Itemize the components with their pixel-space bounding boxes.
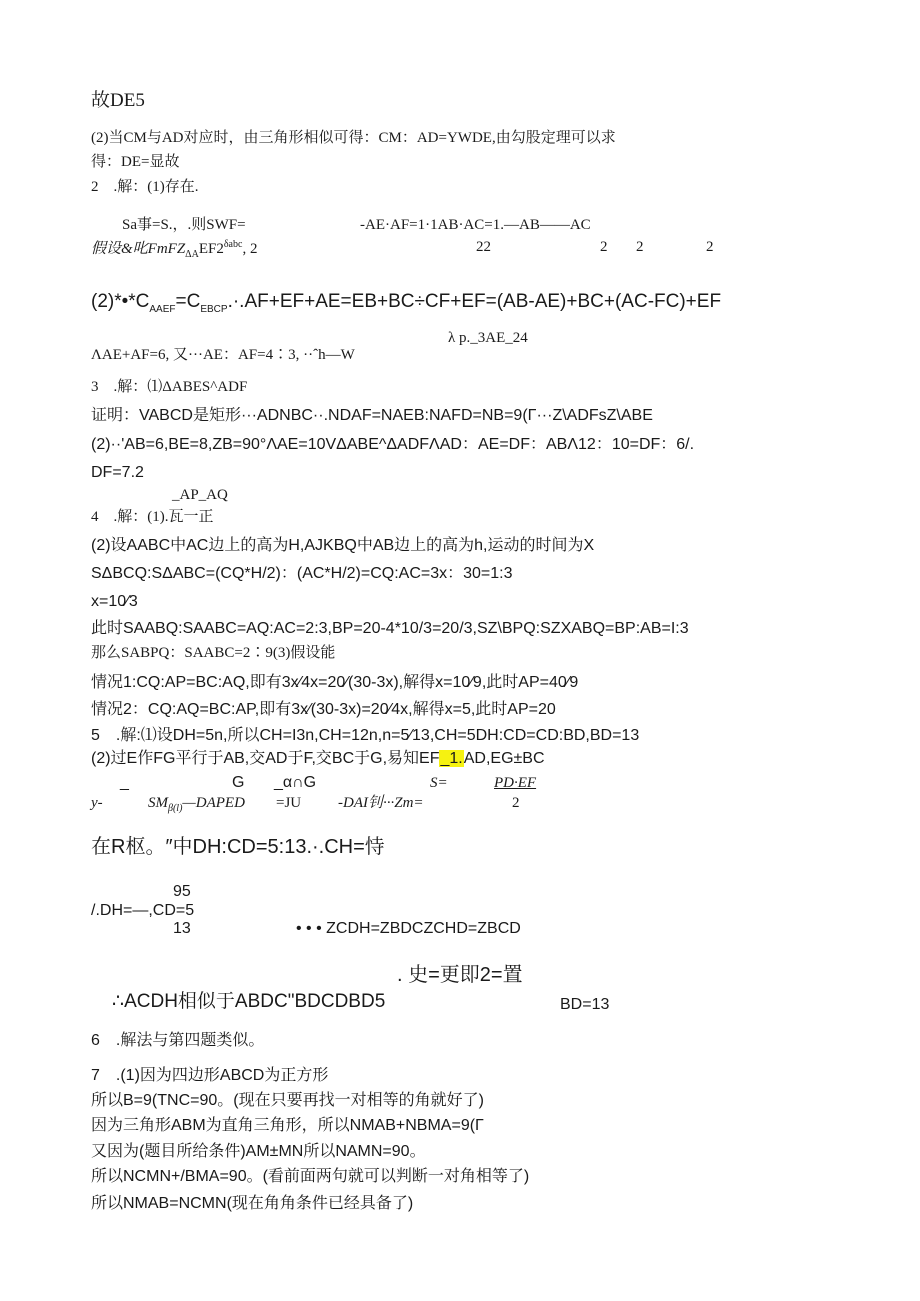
text-line-17: SΔBCQ:SΔABC=(CQ*H/2)：(AC*H/2)=CQ:AC=3x：30=1:3 bbox=[91, 565, 513, 582]
text-line-5b: -AE·AF=1·1AB·AC=1.—AB——AC bbox=[360, 217, 591, 233]
text-line-2: (2)当CM与AD对应时，由三角形相似可得：CM：AD=YWDE,由勾股定理可以求 bbox=[91, 130, 616, 146]
text-line-27: 在R枢。″中DH:CD=5:13.·.CH=恃 bbox=[91, 836, 385, 858]
text-fragment: , 2 bbox=[242, 241, 258, 257]
text-fragment: G bbox=[232, 774, 245, 791]
text-fragment: 2 bbox=[636, 239, 644, 255]
text-line-14: _AP_AQ bbox=[172, 487, 228, 503]
fraction-denominator: 2 bbox=[512, 795, 520, 811]
text-line-38: 所以NCMN+/BMA=90。(看前面两句就可以判断一对角相等了) bbox=[91, 1168, 530, 1185]
text-line-6 bbox=[91, 240, 257, 260]
subscript: AAEF bbox=[149, 303, 176, 315]
text-fragment: • • • ZCDH=ZBDCZCHD=ZBCD bbox=[296, 920, 521, 937]
text-fragment: .·.AF+EF+AE=EB+BC÷CF+EF=(AB-AE)+BC+(AC-FC)+EF bbox=[227, 291, 722, 312]
text-line-16: (2)设AABC中AC边上的高为H,AJKBQ中AB边上的高为h,运动的时间为X bbox=[91, 537, 595, 554]
text-fragment: 假设&叱FmFZ bbox=[91, 241, 186, 257]
text-line-9: ΛAE+AF=6, 又···AE：AF=4∶3, ··ˆh—W bbox=[91, 347, 355, 363]
text-fragment bbox=[148, 796, 245, 814]
text-fragment: SM bbox=[148, 795, 168, 811]
text-line-35: 所以B=9(TNC=90。(现在只要再找一对相等的角就好了) bbox=[91, 1092, 484, 1109]
text-line-34: 7 .(1)因为四边形ABCD为正方形 bbox=[91, 1067, 329, 1084]
text-fragment: AD,EG±BC bbox=[463, 750, 545, 767]
text-fragment: -DAI钊···Zm= bbox=[338, 795, 424, 811]
text-line-7 bbox=[91, 292, 721, 315]
superscript: δabc bbox=[223, 239, 243, 250]
text-line-20: 那么SABPQ：SAABC=2∶9(3)假设能 bbox=[91, 645, 336, 661]
subscript: EBCP bbox=[200, 303, 228, 315]
text-line-29: /.DH=—,CD=5 bbox=[91, 902, 195, 919]
text-line-8: λ p._3AE_24 bbox=[448, 330, 528, 346]
text-line-4: 2 .解：(1)存在. bbox=[91, 179, 199, 195]
text-fragment: 2 bbox=[600, 239, 608, 255]
text-fragment: _ bbox=[120, 774, 129, 791]
text-fragment: 2 bbox=[706, 239, 714, 255]
text-line-32: ∴ACDH相似于ABDC"BDCDBD5 bbox=[112, 991, 386, 1012]
text-fragment: —DAPED bbox=[182, 795, 245, 811]
text-line-5a: Sa事=S.，.则SWF= bbox=[122, 217, 246, 233]
text-line-24 bbox=[91, 751, 545, 767]
subscript: β(l) bbox=[168, 803, 183, 814]
text-line-18: x=10⁄3 bbox=[91, 593, 138, 610]
text-fragment: BD=13 bbox=[560, 996, 610, 1013]
text-fragment: y- bbox=[91, 795, 103, 811]
text-fragment: (2)过E作FG平行于AB,交AD于F,交BC于G,易知EF bbox=[91, 750, 440, 767]
text-fragment: EF2 bbox=[198, 241, 224, 257]
text-line-31: . 史=更即2=置 bbox=[397, 964, 523, 986]
text-line-13: DF=7.2 bbox=[91, 464, 144, 481]
text-line-36: 因为三角形ABM为直角三角形，所以NMAB+NBMA=9(Γ bbox=[91, 1117, 484, 1134]
text-line-37: 又因为(题目所给条件)AM±MN所以NAMN=90。 bbox=[91, 1143, 426, 1160]
text-line-3: 得：DE=显故 bbox=[91, 154, 180, 170]
text-line-21: 情况1:CQ:AP=BC:AQ,即有3x⁄4x=20⁄(30-3x),解得x=10⁄9,此时AP=40⁄9 bbox=[91, 674, 579, 691]
text-line-28: 95 bbox=[173, 883, 191, 900]
text-fragment: 22 bbox=[476, 239, 491, 255]
text-line-11: 证明：VABCD是矩形···ADNBC··.NDAF=NAEB:NAFD=NB=9(Γ···Z\ADFsZ\ABE bbox=[91, 407, 653, 424]
text-line-1: 故DE5 bbox=[91, 90, 145, 111]
text-line-23: 5 .解:⑴设DH=5n,所以CH=I3n,CH=12n,n=5⁄13,CH=5DH:CD=CD:BD,BD=13 bbox=[91, 727, 640, 744]
subscript: ΔA bbox=[185, 249, 199, 260]
fraction-numerator: PD·EF bbox=[494, 775, 537, 791]
text-line-33: 6 .解法与第四题类似。 bbox=[91, 1032, 265, 1049]
text-line-12: (2)··'AB=6,BE=8,ZB=90°ΛAE=10VΔABE^ΔADFΛAD：AE=DF：ABΛ12：10=DF：6/. bbox=[91, 436, 695, 453]
text-fragment: S= bbox=[430, 775, 448, 791]
text-line-22: 情况2：CQ:AQ=BC:AP,即有3x⁄(30-3x)=20⁄4x,解得x=5,此时AP=20 bbox=[91, 701, 556, 718]
text-fragment: 13 bbox=[173, 920, 191, 937]
text-line-19: 此时SAABQ:SAABC=AQ:AC=2:3,BP=20-4*10/3=20/3,SZ\BPQ:SZXABQ=BP:AB=I:3 bbox=[91, 620, 689, 637]
highlighted-text: _1. bbox=[440, 750, 463, 767]
text-line-10: 3 .解：⑴ΔABES^ADF bbox=[91, 379, 248, 395]
text-line-39: 所以NMAB=NCMN(现在角角条件已经具备了) bbox=[91, 1195, 414, 1212]
text-fragment: =JU bbox=[276, 795, 302, 811]
text-fragment: (2)*•*C bbox=[91, 291, 150, 312]
text-fragment: _α∩G bbox=[274, 774, 317, 791]
text-fragment: =C bbox=[175, 291, 201, 312]
text-line-15: 4 .解：(1).瓦一正 bbox=[91, 509, 214, 525]
